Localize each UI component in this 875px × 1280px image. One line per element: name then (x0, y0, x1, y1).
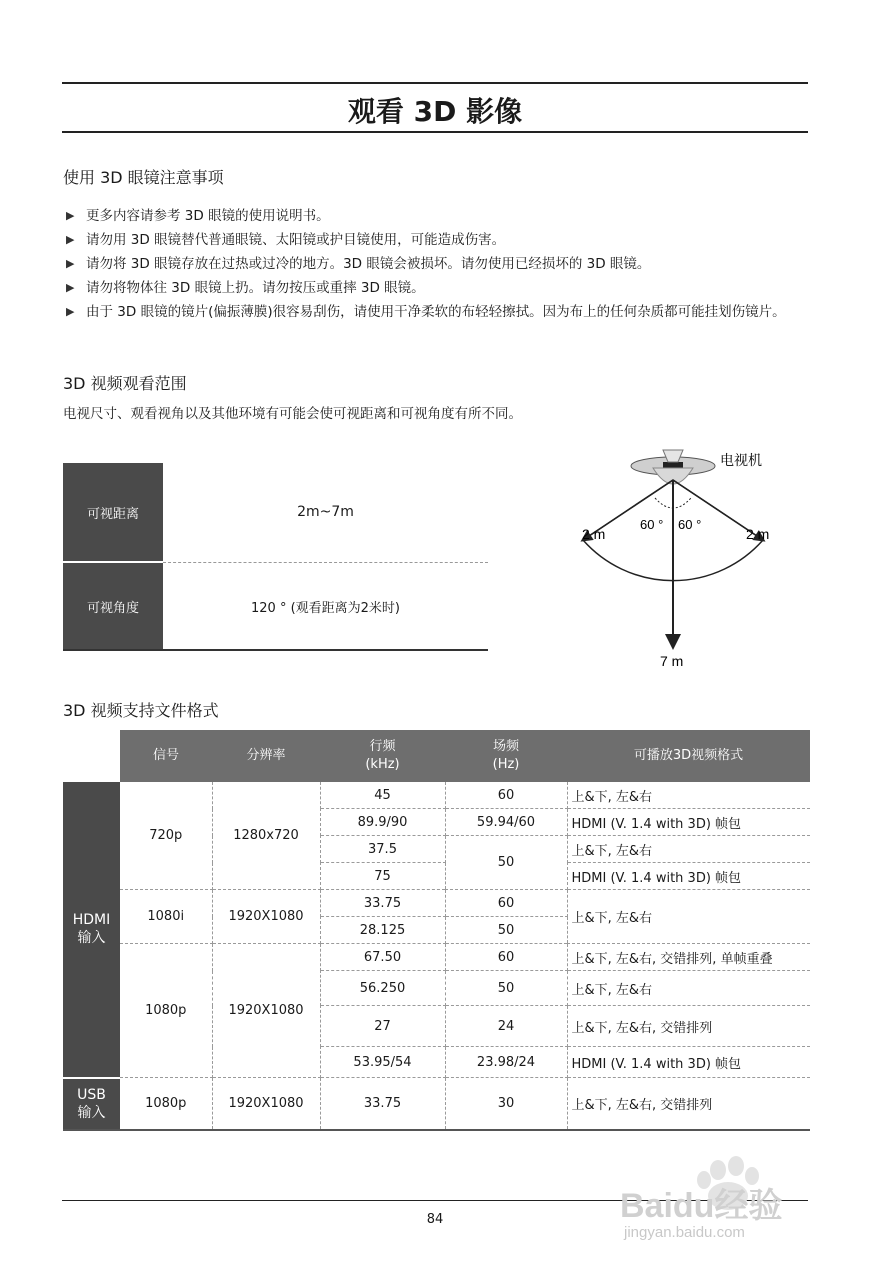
watermark-url: jingyan.baidu.com (624, 1224, 745, 1241)
hfreq-cell: 37.5 (320, 836, 445, 863)
table-row (63, 944, 810, 971)
watermark-brand: Baidu经验 (620, 1187, 783, 1225)
table-header-row (63, 730, 810, 782)
format-cell: 上&下, 左&右 (567, 890, 810, 944)
vfreq-cell: 60 (445, 944, 567, 971)
page-number: 84 (426, 1212, 444, 1227)
resolution-cell: 1920X1080 (212, 890, 320, 944)
hfreq-cell: 75 (320, 863, 445, 890)
range-label-distance: 可视距离 (63, 463, 163, 561)
range-value-angle: 120 ° (观看距离为2米时) (251, 600, 400, 616)
vfreq-cell: 30 (445, 1078, 567, 1130)
table-row (63, 1078, 810, 1130)
tv-label: 电视机 (720, 452, 762, 468)
left-angle-label: 60 ° (640, 517, 664, 532)
header-vfreq: 场频 (Hz) (445, 730, 567, 782)
hfreq-cell: 27 (320, 1006, 445, 1047)
list-item: ▶ 请勿用 3D 眼镜替代普通眼镜、太阳镜或护目镜使用，可能造成伤害。 (66, 228, 808, 252)
hfreq-cell: 56.250 (320, 971, 445, 1006)
table-row (63, 890, 810, 917)
header-resolution: 分辨率 (212, 730, 320, 782)
format-cell: HDMI (V. 1.4 with 3D) 帧包 (567, 809, 810, 836)
list-item: ▶ 请勿将 3D 眼镜存放在过热或过冷的地方。3D 眼镜会被损坏。请勿使用已经损坏的 3D 眼镜。 (66, 252, 808, 276)
signal-cell: 1080p (120, 944, 212, 1078)
group-usb: USB 输入 (63, 1078, 120, 1130)
right-angle-label: 60 ° (678, 517, 702, 532)
hfreq-cell: 33.75 (320, 890, 445, 917)
format-cell: HDMI (V. 1.4 with 3D) 帧包 (567, 1047, 810, 1078)
format-cell: 上&下, 左&右 (567, 836, 810, 863)
viewing-range-diagram (560, 440, 800, 672)
page-title: 观看 3D 影像 (347, 95, 523, 128)
header-signal: 信号 (120, 730, 212, 782)
vfreq-cell: 60 (445, 782, 567, 809)
section-heading-range: 3D 视频观看范围 (63, 374, 187, 393)
header-formats: 可播放3D视频格式 (567, 730, 810, 782)
list-item: ▶ 由于 3D 眼镜的镜片(偏振薄膜)很容易刮伤，请使用干净柔软的布轻轻擦拭。因为布上的任何杂质都可能挂划伤镜片。 (66, 300, 808, 324)
title-underline (62, 131, 808, 133)
hfreq-cell: 28.125 (320, 917, 445, 944)
range-value-distance: 2m~7m (297, 504, 354, 520)
left-distance-label: 2 m (582, 526, 606, 542)
header-hfreq: 行频 (kHz) (320, 730, 445, 782)
table-row (63, 782, 810, 809)
resolution-cell: 1280x720 (212, 782, 320, 890)
signal-cell: 1080p (120, 1078, 212, 1130)
vfreq-cell: 59.94/60 (445, 809, 567, 836)
range-description: 电视尺寸、观看视角以及其他环境有可能会使可视距离和可视角度有所不同。 (63, 406, 522, 422)
vfreq-cell: 24 (445, 1006, 567, 1047)
formats-table (63, 730, 810, 1131)
hfreq-cell: 45 (320, 782, 445, 809)
list-item: ▶ 请勿将物体往 3D 眼镜上扔。请勿按压或重摔 3D 眼镜。 (66, 276, 808, 300)
format-cell: 上&下, 左&右, 交错排列, 单帧重叠 (567, 944, 810, 971)
list-item: ▶ 更多内容请参考 3D 眼镜的使用说明书。 (66, 204, 808, 228)
vfreq-cell: 50 (445, 836, 567, 890)
format-cell: HDMI (V. 1.4 with 3D) 帧包 (567, 863, 810, 890)
hfreq-cell: 67.50 (320, 944, 445, 971)
glasses-precautions-list (66, 204, 808, 324)
vfreq-cell: 50 (445, 971, 567, 1006)
resolution-cell: 1920X1080 (212, 944, 320, 1078)
top-rule (62, 82, 808, 84)
section-heading-glasses: 使用 3D 眼镜注意事项 (63, 168, 224, 187)
format-cell: 上&下, 左&右 (567, 971, 810, 1006)
depth-label: 7 m (660, 653, 684, 669)
range-label-angle: 可视角度 (63, 563, 163, 649)
signal-cell: 1080i (120, 890, 212, 944)
format-cell: 上&下, 左&右 (567, 782, 810, 809)
hfreq-cell: 89.9/90 (320, 809, 445, 836)
right-distance-label: 2 m (746, 526, 770, 542)
signal-cell: 720p (120, 782, 212, 890)
baidu-watermark (618, 1148, 828, 1258)
format-cell: 上&下, 左&右, 交错排列 (567, 1078, 810, 1130)
vfreq-cell: 60 (445, 890, 567, 917)
format-cell: 上&下, 左&右, 交错排列 (567, 1006, 810, 1047)
group-hdmi: HDMI 输入 (63, 782, 120, 1078)
vfreq-cell: 23.98/24 (445, 1047, 567, 1078)
section-heading-formats: 3D 视频支持文件格式 (63, 701, 219, 720)
hfreq-cell: 33.75 (320, 1078, 445, 1130)
range-table-bottom-rule (63, 649, 488, 651)
resolution-cell: 1920X1080 (212, 1078, 320, 1130)
hfreq-cell: 53.95/54 (320, 1047, 445, 1078)
vfreq-cell: 50 (445, 917, 567, 944)
